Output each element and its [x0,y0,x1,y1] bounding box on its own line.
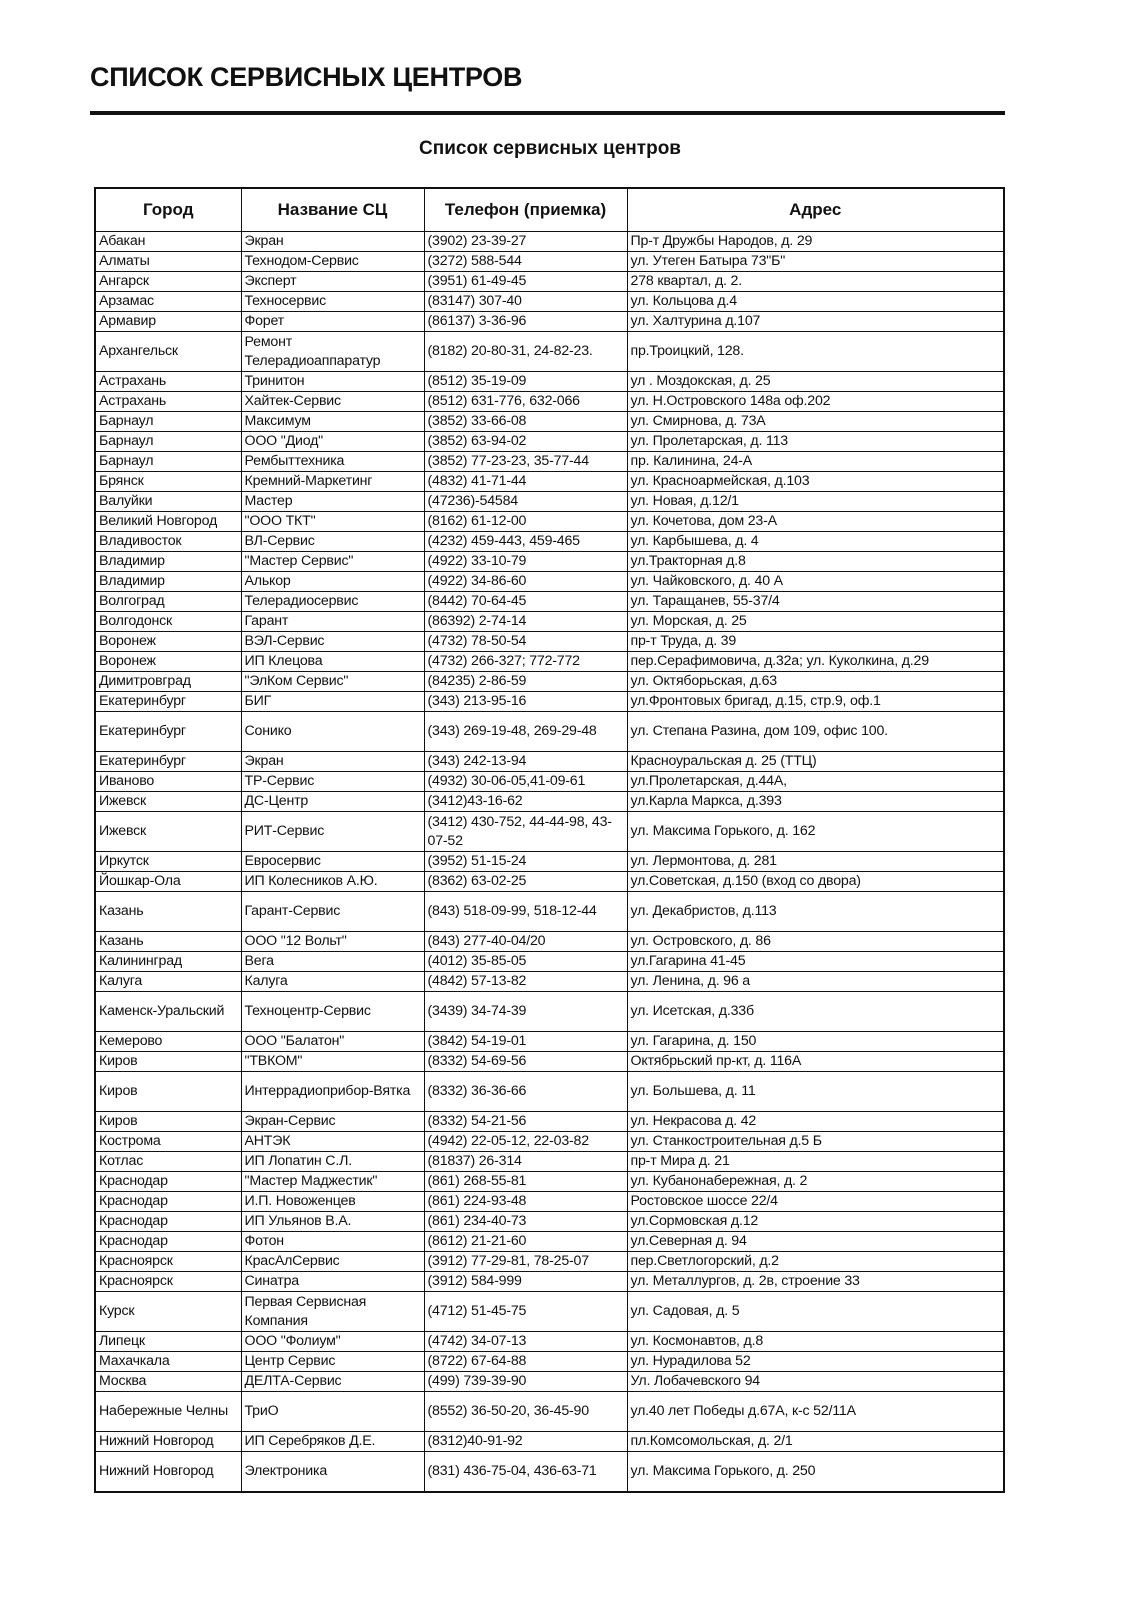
cell-phone: (3412)43-16-62 [424,792,627,812]
cell-city: Москва [95,1372,241,1392]
cell-city: Киров [95,1072,241,1112]
cell-phone: (3852) 77-23-23, 35-77-44 [424,452,627,472]
cell-address: ул. Пролетарская, д. 113 [627,432,1004,452]
cell-service-center: ИП Ульянов В.А. [241,1212,424,1232]
cell-phone: (8612) 21-21-60 [424,1232,627,1252]
cell-city: Киров [95,1052,241,1072]
table-row [95,452,1004,472]
cell-service-center: Евросервис [241,852,424,872]
table-row [95,1212,1004,1232]
cell-city: Великий Новгород [95,512,241,532]
cell-service-center: Тринитон [241,372,424,392]
table-row [95,392,1004,412]
cell-city: Воронеж [95,632,241,652]
cell-phone: (4932) 30-06-05,41-09-61 [424,772,627,792]
cell-service-center: ИП Лопатин С.Л. [241,1152,424,1172]
cell-city: Барнаул [95,432,241,452]
table-row [95,1432,1004,1452]
cell-address: ул. Металлургов, д. 2в, строение 33 [627,1272,1004,1292]
cell-phone: (861) 234-40-73 [424,1212,627,1232]
cell-city: Астрахань [95,392,241,412]
cell-phone: (3951) 61-49-45 [424,272,627,292]
cell-service-center: Телерадиосервис [241,592,424,612]
cell-phone: (8552) 36-50-20, 36-45-90 [424,1392,627,1432]
service-centers-table [94,187,1005,1493]
cell-service-center: ООО "Фолиум" [241,1332,424,1352]
table-row [95,232,1004,252]
title-divider [90,111,1005,115]
column-header-address: Адрес [627,188,1004,232]
cell-phone: (4732) 78-50-54 [424,632,627,652]
cell-address: ул. Н.Островского 148а оф.202 [627,392,1004,412]
cell-phone: (343) 242-13-94 [424,752,627,772]
cell-phone: (843) 277-40-04/20 [424,932,627,952]
cell-address: ул. Халтурина д.107 [627,312,1004,332]
cell-address: Ул. Лобачевского 94 [627,1372,1004,1392]
cell-service-center: ТриО [241,1392,424,1432]
cell-address: ул. Нурадилова 52 [627,1352,1004,1372]
cell-city: Котлас [95,1152,241,1172]
cell-phone: (81837) 26-314 [424,1152,627,1172]
cell-city: Ижевск [95,792,241,812]
table-row [95,1272,1004,1292]
cell-address: ул. Смирнова, д. 73А [627,412,1004,432]
cell-address: пр.Троицкий, 128. [627,332,1004,372]
cell-service-center: ООО "Балатон" [241,1032,424,1052]
cell-service-center: БИГ [241,692,424,712]
cell-service-center: И.П. Новоженцев [241,1192,424,1212]
cell-city: Абакан [95,232,241,252]
cell-address: ул. Новая, д.12/1 [627,492,1004,512]
table-row [95,952,1004,972]
cell-address: ул.Фронтовых бригад, д.15, стр.9, оф.1 [627,692,1004,712]
cell-phone: (8512) 631-776, 632-066 [424,392,627,412]
cell-city: Владивосток [95,532,241,552]
table-row [95,812,1004,852]
cell-phone: (8332) 36-36-66 [424,1072,627,1112]
cell-address: ул.Карла Маркса, д.393 [627,792,1004,812]
table-row [95,412,1004,432]
cell-address: Красноуральская д. 25 (ТТЦ) [627,752,1004,772]
table-row [95,632,1004,652]
cell-city: Волгоград [95,592,241,612]
cell-phone: (4712) 51-45-75 [424,1292,627,1332]
cell-service-center: ВЛ-Сервис [241,532,424,552]
cell-phone: (4842) 57-13-82 [424,972,627,992]
cell-phone: (8162) 61-12-00 [424,512,627,532]
cell-address: ул. Кочетова, дом 23-А [627,512,1004,532]
cell-address: пр-т Мира д. 21 [627,1152,1004,1172]
cell-service-center: Рембыттехника [241,452,424,472]
cell-service-center: Кремний-Маркетинг [241,472,424,492]
cell-address: ул. Космонавтов, д.8 [627,1332,1004,1352]
table-row [95,652,1004,672]
cell-service-center: Сонико [241,712,424,752]
cell-city: Кемерово [95,1032,241,1052]
cell-service-center: РИТ-Сервис [241,812,424,852]
table-row [95,552,1004,572]
cell-phone: (3842) 54-19-01 [424,1032,627,1052]
cell-city: Димитровград [95,672,241,692]
cell-city: Владимир [95,572,241,592]
cell-service-center: Ремонт Телерадиоаппаратур [241,332,424,372]
cell-city: Армавир [95,312,241,332]
cell-address: пр. Калинина, 24-А [627,452,1004,472]
table-row [95,1152,1004,1172]
cell-city: Набережные Челны [95,1392,241,1432]
cell-phone: (343) 269-19-48, 269-29-48 [424,712,627,752]
cell-service-center: "Мастер Сервис" [241,552,424,572]
cell-service-center: Эксперт [241,272,424,292]
table-header-row [95,188,1004,232]
cell-service-center: Калуга [241,972,424,992]
cell-phone: (4012) 35-85-05 [424,952,627,972]
cell-address: ул. Островского, д. 86 [627,932,1004,952]
table-row [95,1132,1004,1152]
cell-phone: (8362) 63-02-25 [424,872,627,892]
table-row [95,1352,1004,1372]
cell-phone: (47236)-54584 [424,492,627,512]
cell-city: Ангарск [95,272,241,292]
cell-service-center: ВЭЛ-Сервис [241,632,424,652]
cell-service-center: Экран [241,752,424,772]
cell-city: Красноярск [95,1252,241,1272]
cell-phone: (8182) 20-80-31, 24-82-23. [424,332,627,372]
cell-city: Нижний Новгород [95,1432,241,1452]
cell-phone: (8722) 67-64-88 [424,1352,627,1372]
cell-service-center: ООО "12 Вольт" [241,932,424,952]
cell-address: ул. Таращанев, 55-37/4 [627,592,1004,612]
cell-address: ул. Гагарина, д. 150 [627,1032,1004,1052]
cell-phone: (8332) 54-21-56 [424,1112,627,1132]
cell-service-center: Гарант-Сервис [241,892,424,932]
cell-service-center: Первая Сервисная Компания [241,1292,424,1332]
cell-service-center: Центр Сервис [241,1352,424,1372]
cell-city: Барнаул [95,412,241,432]
cell-address: ул.Сормовская д.12 [627,1212,1004,1232]
cell-city: Кострома [95,1132,241,1152]
cell-service-center: Интеррадиоприбор-Вятка [241,1072,424,1112]
table-row [95,532,1004,552]
cell-city: Владимир [95,552,241,572]
cell-address: Пр-т Дружбы Народов, д. 29 [627,232,1004,252]
cell-phone: (83147) 307-40 [424,292,627,312]
cell-city: Ижевск [95,812,241,852]
cell-phone: (4732) 266-327; 772-772 [424,652,627,672]
cell-service-center: АНТЭК [241,1132,424,1152]
cell-phone: (3439) 34-74-39 [424,992,627,1032]
cell-address: ул. Октяборьская, д.63 [627,672,1004,692]
column-header-name: Название СЦ [241,188,424,232]
cell-phone: (4232) 459-443, 459-465 [424,532,627,552]
table-row [95,852,1004,872]
table-row [95,872,1004,892]
cell-address: ул. Декабристов, д.113 [627,892,1004,932]
table-row [95,1072,1004,1112]
cell-address: ул.Гагарина 41-45 [627,952,1004,972]
cell-city: Екатеринбург [95,752,241,772]
table-row [95,252,1004,272]
cell-address: ул.40 лет Победы д.67А, к-с 52/11А [627,1392,1004,1432]
cell-address: ул.Пролетарская, д.44А, [627,772,1004,792]
cell-phone: (4742) 34-07-13 [424,1332,627,1352]
table-row [95,1252,1004,1272]
table-row [95,592,1004,612]
table-row [95,572,1004,592]
cell-address: пер.Светлогорский, д.2 [627,1252,1004,1272]
cell-city: Иркутск [95,852,241,872]
cell-address: ул. Кольцова д.4 [627,292,1004,312]
table-row [95,332,1004,372]
table-row [95,692,1004,712]
cell-phone: (84235) 2-86-59 [424,672,627,692]
cell-city: Казань [95,892,241,932]
column-header-city: Город [95,188,241,232]
cell-city: Казань [95,932,241,952]
cell-service-center: ТР-Сервис [241,772,424,792]
cell-phone: (3852) 33-66-08 [424,412,627,432]
table-row [95,1192,1004,1212]
table-row [95,792,1004,812]
cell-service-center: ИП Колесников А.Ю. [241,872,424,892]
table-row [95,1052,1004,1072]
cell-address: ул. Кубанонабережная, д. 2 [627,1172,1004,1192]
cell-city: Барнаул [95,452,241,472]
cell-phone: (86392) 2-74-14 [424,612,627,632]
cell-service-center: ИП Серебряков Д.Е. [241,1432,424,1452]
table-row [95,1332,1004,1352]
cell-city: Архангельск [95,332,241,372]
cell-phone: (3902) 23-39-27 [424,232,627,252]
cell-phone: (3912) 584-999 [424,1272,627,1292]
cell-service-center: "ООО ТКТ" [241,512,424,532]
cell-service-center: Техносервис [241,292,424,312]
cell-phone: (8312)40-91-92 [424,1432,627,1452]
table-row [95,292,1004,312]
cell-service-center: Экран [241,232,424,252]
cell-city: Красноярск [95,1272,241,1292]
cell-address: ул. Морская, д. 25 [627,612,1004,632]
cell-service-center: Электроника [241,1452,424,1493]
cell-address: ул . Моздокская, д. 25 [627,372,1004,392]
cell-address: ул. Садовая, д. 5 [627,1292,1004,1332]
cell-address: пер.Серафимовича, д.32а; ул. Куколкина, д.29 [627,652,1004,672]
cell-service-center: ДЕЛТА-Сервис [241,1372,424,1392]
cell-service-center: Гарант [241,612,424,632]
cell-address: ул.Северная д. 94 [627,1232,1004,1252]
cell-address: пр-т Труда, д. 39 [627,632,1004,652]
cell-city: Краснодар [95,1212,241,1232]
cell-city: Каменск-Уральский [95,992,241,1032]
cell-service-center: ООО "Диод" [241,432,424,452]
cell-phone: (4922) 34-86-60 [424,572,627,592]
cell-city: Калининград [95,952,241,972]
table-row [95,892,1004,932]
cell-address: 278 квартал, д. 2. [627,272,1004,292]
cell-city: Валуйки [95,492,241,512]
column-header-phone: Телефон (приемка) [424,188,627,232]
cell-city: Киров [95,1112,241,1132]
table-row [95,612,1004,632]
cell-address: ул. Максима Горького, д. 162 [627,812,1004,852]
cell-service-center: Алькор [241,572,424,592]
cell-phone: (4922) 33-10-79 [424,552,627,572]
table-row [95,512,1004,532]
cell-service-center: "ТВКОМ" [241,1052,424,1072]
cell-service-center: КрасАлСервис [241,1252,424,1272]
cell-phone: (861) 224-93-48 [424,1192,627,1212]
cell-address: ул. Степана Разина, дом 109, офис 100. [627,712,1004,752]
cell-phone: (861) 268-55-81 [424,1172,627,1192]
cell-city: Липецк [95,1332,241,1352]
table-row [95,712,1004,752]
table-row [95,372,1004,392]
table-row [95,932,1004,952]
cell-service-center: Техноцентр-Сервис [241,992,424,1032]
cell-phone: (4942) 22-05-12, 22-03-82 [424,1132,627,1152]
table-row [95,1032,1004,1052]
cell-service-center: Технодом-Сервис [241,252,424,272]
table-row [95,312,1004,332]
table-row [95,992,1004,1032]
cell-phone: (499) 739-39-90 [424,1372,627,1392]
cell-phone: (4832) 41-71-44 [424,472,627,492]
cell-city: Йошкар-Ола [95,872,241,892]
cell-address: ул. Большева, д. 11 [627,1072,1004,1112]
table-row [95,1292,1004,1332]
cell-city: Краснодар [95,1172,241,1192]
table-row [95,432,1004,452]
table-row [95,492,1004,512]
cell-city: Курск [95,1292,241,1332]
cell-phone: (3912) 77-29-81, 78-25-07 [424,1252,627,1272]
table-row [95,972,1004,992]
table-row [95,1172,1004,1192]
cell-address: ул. Лермонтова, д. 281 [627,852,1004,872]
cell-phone: (8332) 54-69-56 [424,1052,627,1072]
cell-service-center: Хайтек-Сервис [241,392,424,412]
table-row [95,272,1004,292]
table-row [95,772,1004,792]
cell-service-center: Максимум [241,412,424,432]
table-row [95,1372,1004,1392]
cell-address: ул. Утеген Батыра 73"Б" [627,252,1004,272]
cell-phone: (8442) 70-64-45 [424,592,627,612]
table-title: Список сервисных центров [419,138,681,159]
cell-address: ул.Советская, д.150 (вход со двора) [627,872,1004,892]
cell-city: Иваново [95,772,241,792]
cell-city: Нижний Новгород [95,1452,241,1493]
cell-service-center: Форет [241,312,424,332]
cell-address: Ростовское шоссе 22/4 [627,1192,1004,1212]
cell-phone: (3272) 588-544 [424,252,627,272]
cell-phone: (343) 213-95-16 [424,692,627,712]
cell-service-center: Синатра [241,1272,424,1292]
cell-city: Астрахань [95,372,241,392]
cell-service-center: "Мастер Маджестик" [241,1172,424,1192]
cell-phone: (831) 436-75-04, 436-63-71 [424,1452,627,1493]
cell-city: Брянск [95,472,241,492]
cell-service-center: ДС-Центр [241,792,424,812]
cell-address: ул. Чайковского, д. 40 А [627,572,1004,592]
cell-city: Алматы [95,252,241,272]
cell-city: Арзамас [95,292,241,312]
cell-service-center: Вега [241,952,424,972]
cell-address: пл.Комсомольская, д. 2/1 [627,1432,1004,1452]
cell-phone: (86137) 3-36-96 [424,312,627,332]
cell-address: Октябрьский пр-кт, д. 116А [627,1052,1004,1072]
table-row [95,1452,1004,1493]
cell-address: ул.Тракторная д.8 [627,552,1004,572]
table-row [95,1392,1004,1432]
cell-service-center: "ЭлКом Сервис" [241,672,424,692]
cell-city: Екатеринбург [95,692,241,712]
cell-phone: (8512) 35-19-09 [424,372,627,392]
cell-address: ул. Красноармейская, д.103 [627,472,1004,492]
cell-service-center: Экран-Сервис [241,1112,424,1132]
table-row [95,472,1004,492]
cell-city: Екатеринбург [95,712,241,752]
cell-city: Волгодонск [95,612,241,632]
cell-service-center: ИП Клецова [241,652,424,672]
page-title: СПИСОК СЕРВИСНЫХ ЦЕНТРОВ [90,62,523,92]
cell-city: Калуга [95,972,241,992]
cell-address: ул. Карбышева, д. 4 [627,532,1004,552]
cell-city: Краснодар [95,1232,241,1252]
cell-address: ул. Станкостроительная д.5 Б [627,1132,1004,1152]
table-row [95,1112,1004,1132]
cell-address: ул. Некрасова д. 42 [627,1112,1004,1132]
cell-phone: (843) 518-09-99, 518-12-44 [424,892,627,932]
cell-address: ул. Исетская, д.33б [627,992,1004,1032]
cell-phone: (3952) 51-15-24 [424,852,627,872]
table-row [95,672,1004,692]
table-row [95,1232,1004,1252]
cell-service-center: Фотон [241,1232,424,1252]
cell-phone: (3852) 63-94-02 [424,432,627,452]
cell-address: ул. Максима Горького, д. 250 [627,1452,1004,1493]
cell-city: Махачкала [95,1352,241,1372]
cell-city: Краснодар [95,1192,241,1212]
cell-address: ул. Ленина, д. 96 а [627,972,1004,992]
cell-service-center: Мастер [241,492,424,512]
table-row [95,752,1004,772]
cell-phone: (3412) 430-752, 44-44-98, 43-07-52 [424,812,627,852]
cell-city: Воронеж [95,652,241,672]
